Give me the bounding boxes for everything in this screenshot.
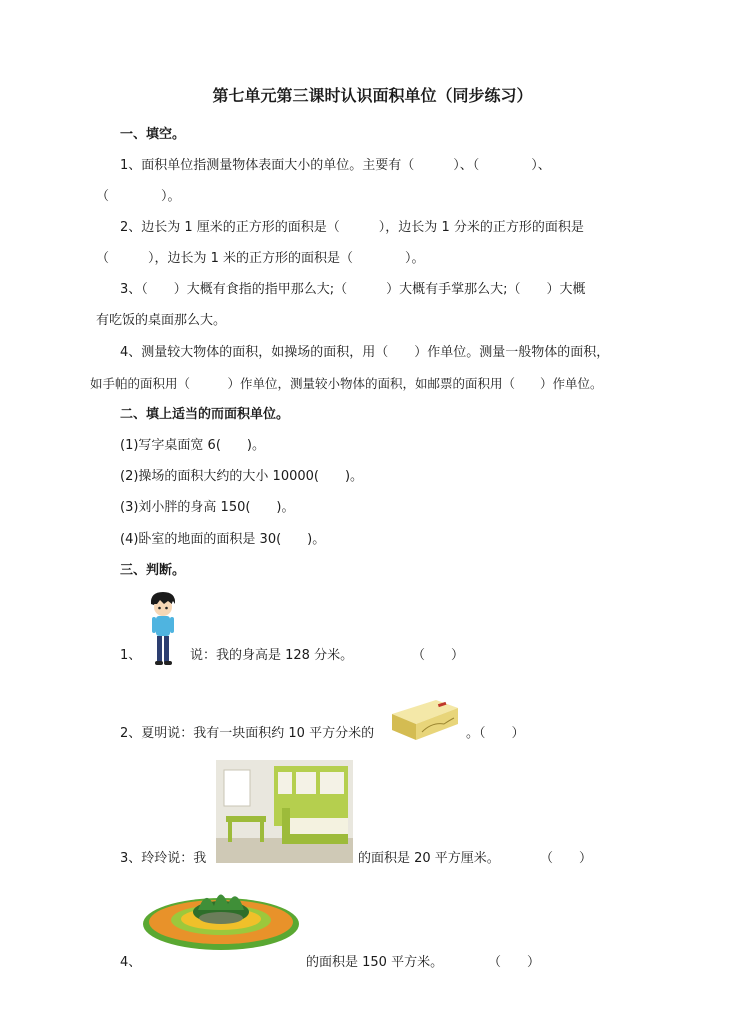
fill-q4-line1: 4、测量较大物体的面积，如操场的面积，用（ ）作单位。测量一般物体的面积， (120, 345, 610, 360)
judge-q2-answer: 。（ ） (466, 726, 525, 741)
judge-q3-after: 的面积是 20 平方厘米。 (358, 851, 500, 866)
judge-q3-answer: （ ） (540, 851, 593, 866)
fill-q2-line2: （ ），边长为 1 米的正方形的面积是（ ）。 (96, 251, 425, 266)
fill-q1-line1: 1、面积单位指测量物体表面大小的单位。主要有（ ）、（ ）、 (120, 158, 551, 173)
fill-q3-line1: 3、（ ）大概有食指的指甲那么大;（ ）大概有手掌那么大;（ ）大概 (120, 282, 586, 297)
section-judge-heading: 三、判断。 (120, 563, 186, 578)
judge-q4-number: 4、 (120, 955, 142, 970)
page-title: 第七单元第三课时认识面积单位（同步练习） (212, 86, 533, 105)
judge-q2-text: 2、夏明说：我有一块面积约 10 平方分米的 (120, 726, 375, 741)
judge-q1-answer: （ ） (412, 648, 465, 663)
section-fill-heading: 一、填空。 (120, 127, 186, 142)
judge-q1-number: 1、 (120, 648, 142, 663)
fill-q3-line2: 有吃饭的桌面那么大。 (96, 313, 227, 328)
judge-q4-text: 的面积是 150 平方米。 (306, 955, 444, 970)
flower-bed-image (140, 882, 302, 954)
boy-figure-image (146, 590, 180, 668)
eraser-image (386, 694, 462, 744)
judge-q4-answer: （ ） (488, 955, 541, 970)
fill-q4-line2: 如手帕的面积用（ ）作单位，测量较小物体的面积，如邮票的面积用（ ）作单位。 (90, 376, 603, 391)
units-item-2: (2)操场的面积大约的大小 10000( )。 (120, 469, 364, 484)
fill-q1-line2: （ ）。 (96, 189, 181, 204)
units-item-3: (3)刘小胖的身高 150( )。 (120, 500, 295, 515)
units-item-4: (4)卧室的地面的面积是 30( )。 (120, 532, 326, 547)
fill-q2-line1: 2、边长为 1 厘米的正方形的面积是（ ），边长为 1 分米的正方形的面积是 (120, 220, 584, 235)
judge-q3-text: 3、玲玲说：我 (120, 851, 207, 866)
section-units-heading: 二、填上适当的而面积单位。 (120, 407, 290, 422)
bedroom-image (216, 760, 353, 863)
units-item-1: (1)写字桌面宽 6( )。 (120, 438, 265, 453)
judge-q1-text: 说：我的身高是 128 分米。 (190, 648, 354, 663)
